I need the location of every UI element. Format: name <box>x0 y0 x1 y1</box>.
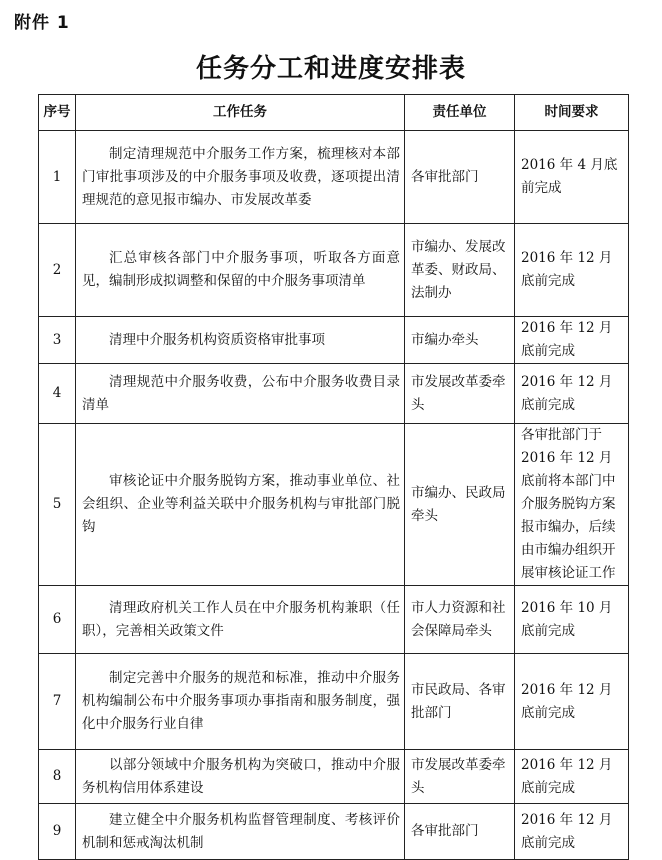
dept-cell: 市编办、民政局牵头 <box>405 424 515 586</box>
dept-cell: 市编办、发展改革委、财政局、法制办 <box>405 224 515 317</box>
table-row <box>39 654 629 750</box>
task-cell <box>76 750 405 804</box>
table-row <box>39 424 629 586</box>
task-table <box>38 94 629 860</box>
task-text: 汇总审核各部门中介服务事项，听取各方面意见，编制形成拟调整和保留的中介服务事项清单 <box>82 250 400 289</box>
time-cell: 2016 年 12 月底前完成 <box>515 654 629 750</box>
dept-cell: 市民政局、各审批部门 <box>405 654 515 750</box>
task-text: 建立健全中介服务机构监督管理制度、考核评价机制和惩戒淘汰机制 <box>82 811 400 851</box>
task-cell <box>76 364 405 424</box>
row-number: 5 <box>39 424 76 586</box>
task-text: 审核论证中介服务脱钩方案，推动事业单位、社会组织、企业等利益关联中介服务机构与审批部门脱钩 <box>82 473 400 535</box>
task-text: 制定完善中介服务的规范和标准，推动中介服务机构编制公布中介服务事项办事指南和服务制度，强化中介服务行业自律 <box>82 670 400 732</box>
table-row <box>39 317 629 364</box>
table-row <box>39 586 629 654</box>
row-number: 8 <box>39 750 76 804</box>
time-cell: 2016 年 12 月底前完成 <box>515 364 629 424</box>
table-row <box>39 750 629 804</box>
row-number: 7 <box>39 654 76 750</box>
row-number: 2 <box>39 224 76 317</box>
task-cell <box>76 654 405 750</box>
time-cell: 2016 年 12 月底前完成 <box>515 317 629 364</box>
task-text: 清理政府机关工作人员在中介服务机构兼职（任职），完善相关政策文件 <box>82 599 400 639</box>
task-cell <box>76 224 405 317</box>
column-header-time: 时间要求 <box>515 95 629 131</box>
row-number: 6 <box>39 586 76 654</box>
row-number: 1 <box>39 131 76 224</box>
time-cell: 2016 年 10 月底前完成 <box>515 586 629 654</box>
time-cell: 2016 年 12 月底前完成 <box>515 804 629 860</box>
table-row <box>39 364 629 424</box>
time-cell: 2016 年 12 月底前完成 <box>515 750 629 804</box>
time-cell: 2016 年 12 月底前完成 <box>515 224 629 317</box>
table-row <box>39 131 629 224</box>
task-text: 清理规范中介服务收费，公布中介服务收费目录清单 <box>82 373 400 413</box>
table-row <box>39 804 629 860</box>
time-cell: 各审批部门于 2016 年 12 月底前将本部门中介服务脱钩方案报市编办，后续由市编办组织开展审核论证工作 <box>515 424 629 586</box>
task-cell <box>76 424 405 586</box>
dept-cell: 市发展改革委牵头 <box>405 364 515 424</box>
column-header-no: 序号 <box>39 95 76 131</box>
attachment-label: 附件 1 <box>14 13 70 33</box>
row-number: 9 <box>39 804 76 860</box>
table-header-row <box>39 95 629 131</box>
row-number: 3 <box>39 317 76 364</box>
dept-cell: 市编办牵头 <box>405 317 515 364</box>
dept-cell: 市人力资源和社会保障局牵头 <box>405 586 515 654</box>
column-header-task: 工作任务 <box>76 95 405 131</box>
task-cell <box>76 804 405 860</box>
row-number: 4 <box>39 364 76 424</box>
time-cell: 2016 年 4 月底前完成 <box>515 131 629 224</box>
dept-cell: 各审批部门 <box>405 804 515 860</box>
column-header-dept: 责任单位 <box>405 95 515 131</box>
page-title: 任务分工和进度安排表 <box>195 54 466 84</box>
table-row <box>39 224 629 317</box>
task-text: 以部分领域中介服务机构为突破口，推动中介服务机构信用体系建设 <box>82 756 400 796</box>
task-text: 清理中介服务机构资质资格审批事项 <box>109 331 325 348</box>
task-cell <box>76 586 405 654</box>
task-cell <box>76 131 405 224</box>
dept-cell: 市发展改革委牵头 <box>405 750 515 804</box>
dept-cell: 各审批部门 <box>405 131 515 224</box>
task-text: 制定清理规范中介服务工作方案，梳理核对本部门审批事项涉及的中介服务事项及收费，逐项提出清理规范的意见报市编办、市发展改革委 <box>82 145 400 208</box>
task-cell <box>76 317 405 364</box>
